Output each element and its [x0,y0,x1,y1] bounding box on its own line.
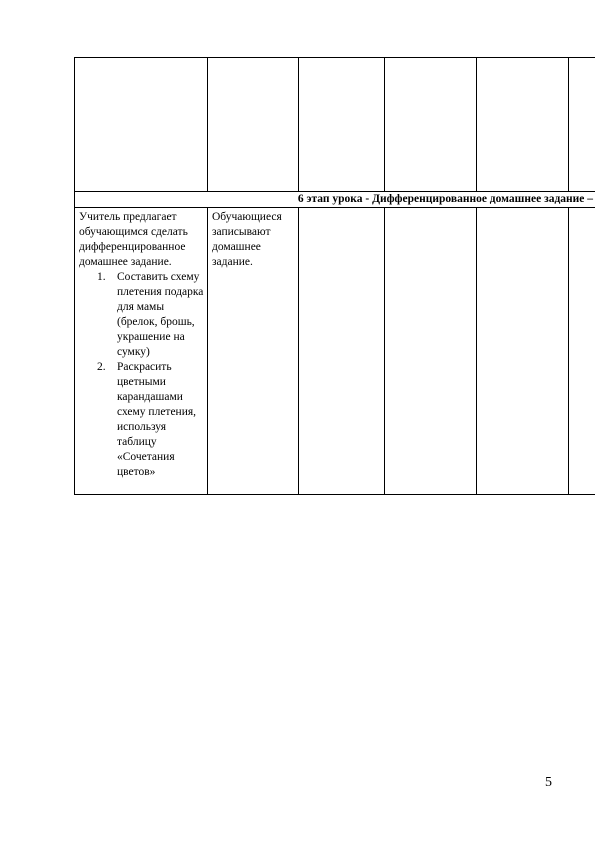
task-text: Раскрасить цветными карандашами схему плетения, используя таблицу «Сочетания цветов» [117,361,197,478]
task-list [75,270,207,480]
stage-header: 6 этап урока - Дифференцированное домашнее задание – [75,192,595,208]
task-number: 2. [97,361,106,373]
students-activity-cell [208,208,299,495]
table-row [75,192,595,208]
teacher-intro: Учитель предлагает обучающимся сделать дифференцированное домашнее задание. [79,211,188,268]
table-cell [385,58,477,192]
table-cell [569,208,595,495]
page-number: 5 [545,775,552,790]
table-cell [477,58,569,192]
table-row [75,208,595,495]
students-text: Обучающиеся записывают домашнее задание. [212,211,282,268]
table-cell [477,208,569,495]
teacher-activity-cell [75,208,208,495]
table-cell [208,58,299,192]
lesson-plan-table [74,57,595,495]
list-item [75,360,207,480]
table-cell [385,208,477,495]
table-cell [299,58,385,192]
table-cell [299,208,385,495]
table-cell [569,58,595,192]
table-row [75,58,595,192]
task-number: 1. [97,271,106,283]
table-cell [75,58,208,192]
task-text: Составить схему плетения подарка для мамы (брелок, брошь, украшение на сумку) [117,271,204,358]
list-item [75,270,207,360]
